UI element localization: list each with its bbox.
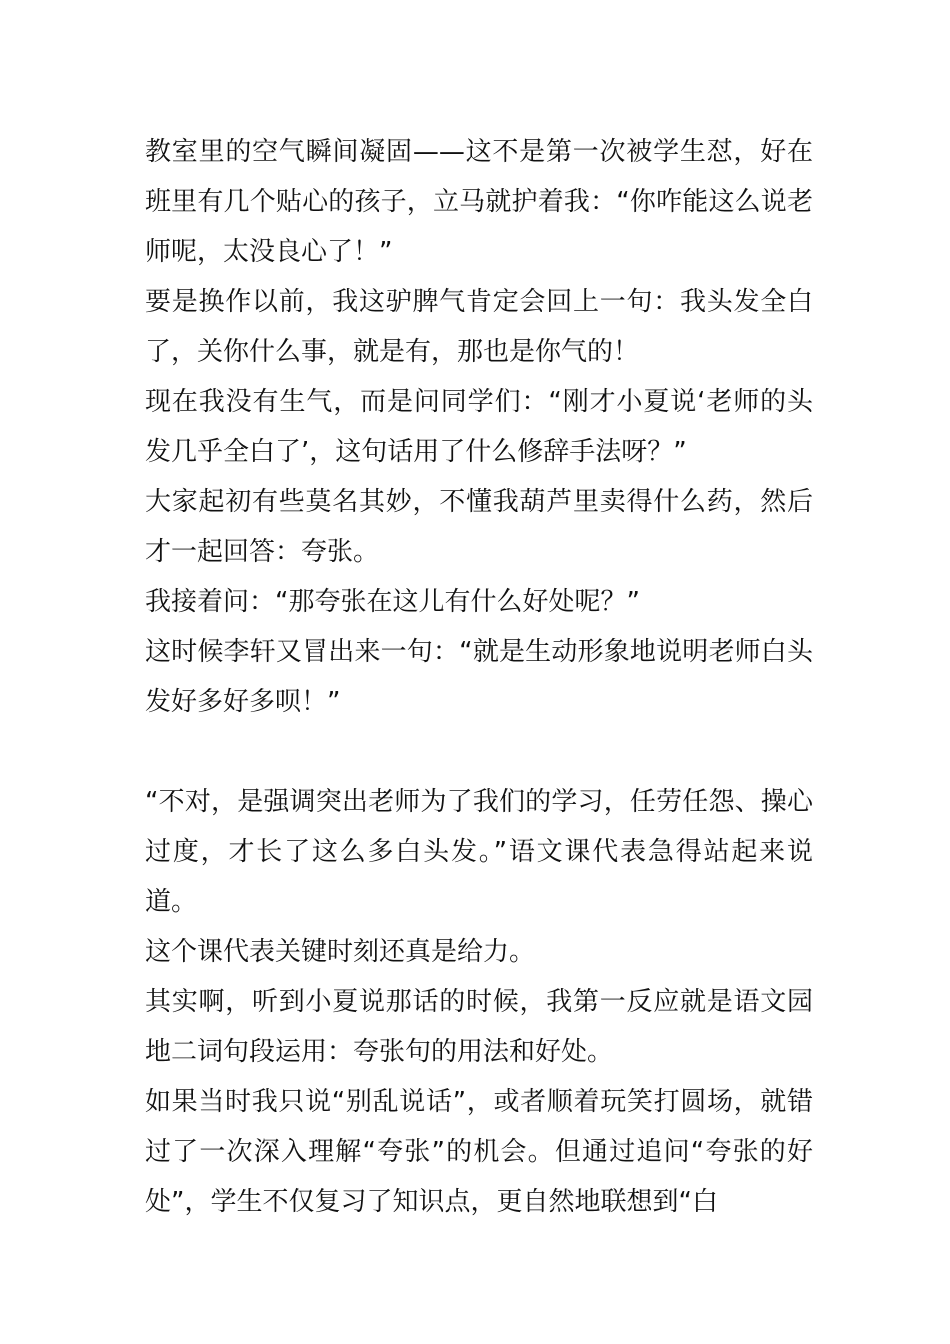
paragraph-1: 教室里的空气瞬间凝固——这不是第一次被学生怼，好在班里有几个贴心的孩子，立马就护着我：“你咋能这么说老师呢，太没良心了！”: [145, 137, 813, 267]
paragraph-10: 如果当时我只说“别乱说话”，或者顺着玩笑打圆场，就错过了一次深入理解“夸张”的机会。但通过追问“夸张的好处”，学生不仅复习了知识点，更自然地联想到“白: [145, 1087, 813, 1217]
paragraph-9: 其实啊，听到小夏说那话的时候，我第一反应就是语文园地二词句段运用：夸张句的用法和好处。: [145, 987, 813, 1067]
paragraph-4: 大家起初有些莫名其妙，不懂我葫芦里卖得什么药，然后才一起回答：夸张。: [145, 487, 813, 567]
paragraph-2: 要是换作以前，我这驴脾气肯定会回上一句：我头发全白了，关你什么事，就是有，那也是你气的！: [145, 287, 813, 367]
paragraph-8: 这个课代表关键时刻还真是给力。: [145, 937, 536, 967]
paragraph-6: 这时候李轩又冒出来一句：“就是生动形象地说明老师白头发好多好多呗！”: [145, 637, 813, 717]
paragraph-3: 现在我没有生气，而是问同学们：“刚才小夏说‘老师的头发几乎全白了’，这句话用了什么修辞手法呀？”: [145, 387, 813, 467]
paragraph-7: “不对，是强调突出老师为了我们的学习，任劳任怨、操心过度，才长了这么多白头发。”语文课代表急得站起来说道。: [145, 787, 813, 917]
paragraph-5: 我接着问：“那夸张在这儿有什么好处呢？”: [145, 587, 640, 617]
article-body: [145, 127, 813, 1227]
